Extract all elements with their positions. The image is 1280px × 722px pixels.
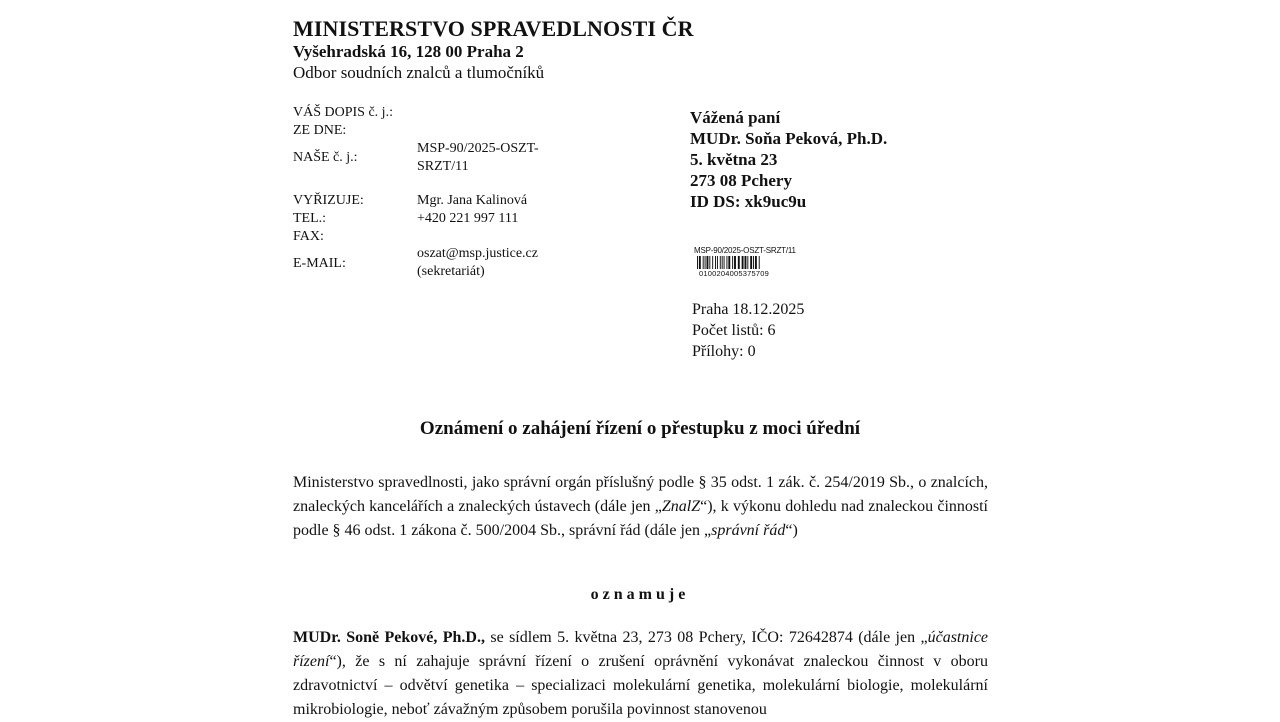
participant-name: MUDr. Soně Pekové, Ph.D., xyxy=(293,629,485,646)
barcode-bar xyxy=(753,256,754,269)
recipient-city: 273 08 Pchery xyxy=(690,171,792,190)
barcode-bar xyxy=(750,256,752,269)
your-letter-label: VÁŠ DOPIS č. j.: xyxy=(293,105,393,120)
barcode-bar xyxy=(738,256,740,269)
barcode-number: 0100204005375709 xyxy=(699,269,769,278)
barcode-bar xyxy=(742,256,744,269)
recipient-name: MUDr. Soňa Peková, Ph.D. xyxy=(690,129,888,148)
fax-label: FAX: xyxy=(293,229,324,244)
our-ref-label: NAŠE č. j.: xyxy=(293,150,358,165)
barcode-bar xyxy=(755,256,757,269)
announcement-paragraph xyxy=(293,626,988,722)
barcode-bar xyxy=(717,256,718,269)
place-date: Praha 18.12.2025 xyxy=(692,301,805,318)
barcode-bar xyxy=(722,256,723,269)
announcement-text-a: se sídlem 5. května 23, 273 08 Pchery, IČO: 72642874 (dále jen „ xyxy=(484,629,928,646)
intro-text-b: “), k výkonu dohledu nad znaleckou činností podle § 46 odst. 1 zákona č. 500/2004 Sb., správní řád (dále jen „ xyxy=(293,498,989,539)
recipient-salutation: Vážená paní xyxy=(690,108,781,127)
barcode-bar xyxy=(734,256,736,269)
barcode-bar xyxy=(707,256,709,269)
email-label: E-MAIL: xyxy=(293,256,346,271)
phone-label: TEL.: xyxy=(293,211,327,226)
recipient-street: 5. května 23 xyxy=(690,150,778,169)
participant-abbrev: účastnice řízení xyxy=(293,629,989,670)
barcode-bar xyxy=(703,256,704,269)
email-note: (sekretariát) xyxy=(417,264,485,279)
department-name: Odbor soudních znalců a tlumočníků xyxy=(293,63,545,82)
barcode-reference: MSP-90/2025-OSZT-SRZT/11 xyxy=(694,246,796,255)
barcode-bar xyxy=(705,256,706,269)
document-title: Oznámení o zahájení řízení o přestupku z moci úřední xyxy=(419,418,861,439)
barcode-bar xyxy=(732,256,733,269)
barcode-bar xyxy=(720,256,721,269)
handled-by-label: VYŘIZUJE: xyxy=(293,193,364,208)
barcode-bar xyxy=(726,256,727,269)
barcode xyxy=(697,256,809,269)
barcode-bar xyxy=(745,256,747,269)
barcode-bar xyxy=(709,256,710,269)
barcode-bar xyxy=(724,256,725,269)
sheet-count: Počet listů: 6 xyxy=(692,322,776,339)
barcode-bar xyxy=(697,256,698,269)
handled-by-value: Mgr. Jana Kalinová xyxy=(417,193,528,208)
email-value: oszat@msp.justice.cz xyxy=(417,246,538,261)
intro-paragraph xyxy=(293,471,988,543)
barcode-bar xyxy=(747,256,748,269)
our-ref-line2: SRZT/11 xyxy=(417,159,469,174)
announce-heading: oznamuje xyxy=(590,586,690,603)
phone-value: +420 221 997 111 xyxy=(417,211,519,226)
announcement-text-b: “), že s ní zahajuje správní řízení o zrušení oprávnění vykonávat znaleckou činnost v oboru zdravotnictví – odvětví genetika – specializaci molekulární genetika, molekulární biologie, molekulární mikrobiologie, neboť závažným způsobem porušila povinnost stanovenou xyxy=(293,653,988,718)
intro-text-a: Ministerstvo spravedlnosti, jako správní orgán příslušný podle § 35 odst. 1 zák. č. 254/2019 Sb., o znalcích, znaleckých kancelářích a znaleckých ústavech (dále jen „ xyxy=(293,474,988,515)
attachment-count: Přílohy: 0 xyxy=(692,343,756,360)
recipient-databox-id: ID DS: xk9uc9u xyxy=(690,192,807,211)
barcode-bar xyxy=(759,256,760,269)
ministry-name: MINISTERSTVO SPRAVEDLNOSTI ČR xyxy=(293,16,694,41)
our-ref-line1: MSP-90/2025-OSZT- xyxy=(417,141,539,156)
intro-abbrev-spravni-rad: správní řád xyxy=(711,522,786,539)
barcode-bar xyxy=(699,256,701,269)
barcode-bar xyxy=(728,256,730,269)
barcode-bar xyxy=(715,256,716,269)
barcode-bar xyxy=(712,256,713,269)
ministry-address: Vyšehradská 16, 128 00 Praha 2 xyxy=(293,42,524,61)
intro-abbrev-znalz: ZnalZ xyxy=(661,498,701,515)
intro-text-c: “) xyxy=(785,522,798,539)
date-label: ZE DNE: xyxy=(293,123,347,138)
